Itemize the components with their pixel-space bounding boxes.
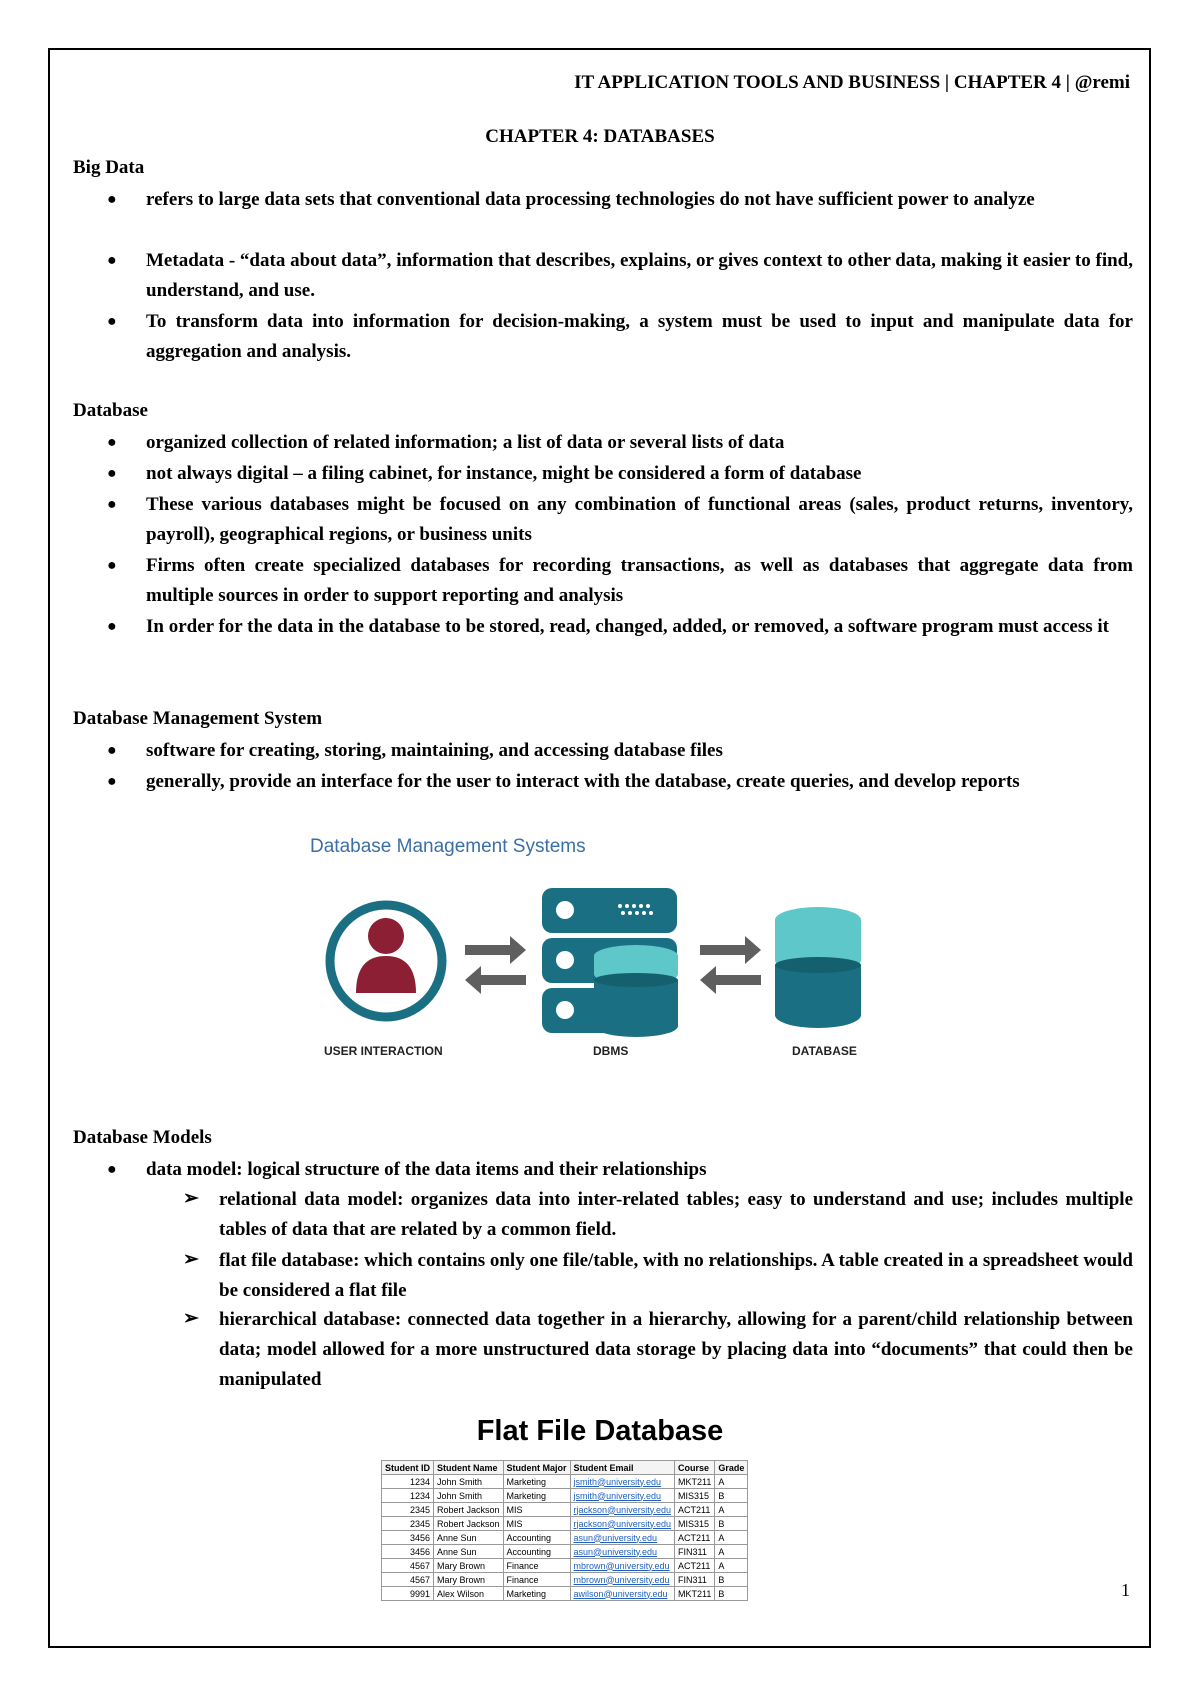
table-cell: A [715, 1531, 748, 1545]
table-cell: awilson@university.edu [570, 1587, 675, 1601]
list-item: Firms often create specialized databases for recording transactions, as well as databases that aggregate data from multiple sources in order to support reporting and analysis [146, 555, 1133, 606]
table-row [382, 1559, 748, 1573]
table-row [382, 1587, 748, 1601]
table-cell: asun@university.edu [570, 1545, 675, 1559]
server-icon [542, 888, 678, 1037]
table-cell: A [715, 1475, 748, 1489]
table-cell: B [715, 1517, 748, 1531]
table-cell: MKT211 [675, 1475, 715, 1489]
table-cell: Anne Sun [434, 1531, 504, 1545]
table-cell: mbrown@university.edu [570, 1559, 675, 1573]
table-cell: MIS315 [675, 1517, 715, 1531]
database-icon [775, 907, 861, 1028]
diagram-title: Database Management Systems [310, 836, 586, 857]
bullet-icon: ● [107, 252, 117, 269]
bullet-icon: ● [107, 773, 117, 790]
column-header: Student Name [434, 1461, 504, 1475]
user-interaction-label: USER INTERACTION [324, 1044, 443, 1058]
table-cell: ACT211 [675, 1531, 715, 1545]
list-item: not always digital – a filing cabinet, for instance, might be considered a form of database [146, 463, 862, 484]
table-cell: Robert Jackson [434, 1503, 504, 1517]
table-cell: 9991 [382, 1587, 434, 1601]
table-cell: 3456 [382, 1545, 434, 1559]
list-item: To transform data into information for decision-making, a system must be used to input and manipulate data for aggregation and analysis. [146, 311, 1133, 362]
database-label: DATABASE [792, 1044, 857, 1058]
table-cell: 1234 [382, 1475, 434, 1489]
table-cell: 1234 [382, 1489, 434, 1503]
table-row [382, 1531, 748, 1545]
list-item: refers to large data sets that conventional data processing technologies do not have sufficient power to analyze [146, 189, 1035, 210]
bullet-icon: ● [107, 618, 117, 635]
table-row [382, 1503, 748, 1517]
table-cell: B [715, 1587, 748, 1601]
table-cell: 2345 [382, 1517, 434, 1531]
dbms-label: DBMS [593, 1044, 629, 1058]
table-cell: rjackson@university.edu [570, 1503, 675, 1517]
table-cell: ACT211 [675, 1503, 715, 1517]
table-cell: jsmith@university.edu [570, 1475, 675, 1489]
dbms-heading: Database Management System [73, 708, 323, 729]
table-cell: Mary Brown [434, 1573, 504, 1587]
bullet-icon: ● [107, 496, 117, 513]
table-cell: A [715, 1559, 748, 1573]
exchange-arrows-icon [465, 936, 526, 994]
table-cell: B [715, 1573, 748, 1587]
table-cell: A [715, 1545, 748, 1559]
column-header: Student Email [570, 1461, 675, 1475]
list-item: generally, provide an interface for the user to interact with the database, create queries, and develop reports [146, 771, 1020, 792]
table-cell: FIN311 [675, 1573, 715, 1587]
bullet-icon: ● [107, 742, 117, 759]
table-cell: Accounting [503, 1531, 570, 1545]
table-row [382, 1517, 748, 1531]
table-cell: A [715, 1503, 748, 1517]
database-models-heading: Database Models [73, 1127, 212, 1148]
table-cell: Alex Wilson [434, 1587, 504, 1601]
table-row [382, 1573, 748, 1587]
table-cell: Marketing [503, 1489, 570, 1503]
column-header: Course [675, 1461, 715, 1475]
list-item: In order for the data in the database to be stored, read, changed, added, or removed, a software program must access it [146, 616, 1109, 637]
table-cell: Robert Jackson [434, 1517, 504, 1531]
page-number: 1 [1121, 1580, 1130, 1600]
arrow-bullet-icon: ➢ [183, 1249, 199, 1270]
sub-list-item: hierarchical database: connected data together in a hierarchy, allowing for a parent/child relationship between data; model allowed for a more unstructured data storage by placing data into “documents” that could then be manipulated [219, 1309, 1133, 1390]
table-cell: 4567 [382, 1559, 434, 1573]
table-cell: Finance [503, 1559, 570, 1573]
table-cell: jsmith@university.edu [570, 1489, 675, 1503]
flat-file-table [381, 1460, 748, 1601]
bullet-icon: ● [107, 557, 117, 574]
list-item: data model: logical structure of the data items and their relationships [146, 1159, 707, 1180]
bullet-icon: ● [107, 313, 117, 330]
list-item: software for creating, storing, maintaining, and accessing database files [146, 740, 723, 761]
table-cell: rjackson@university.edu [570, 1517, 675, 1531]
table-row [382, 1489, 748, 1503]
table-cell: MIS [503, 1517, 570, 1531]
table-cell: mbrown@university.edu [570, 1573, 675, 1587]
table-cell: Mary Brown [434, 1559, 504, 1573]
table-cell: 4567 [382, 1573, 434, 1587]
table-cell: 3456 [382, 1531, 434, 1545]
table-cell: Marketing [503, 1475, 570, 1489]
column-header: Student ID [382, 1461, 434, 1475]
table-cell: B [715, 1489, 748, 1503]
list-item: organized collection of related information; a list of data or several lists of data [146, 432, 785, 453]
table-row [382, 1545, 748, 1559]
bullet-icon: ● [107, 434, 117, 451]
table-cell: ACT211 [675, 1559, 715, 1573]
bullet-icon: ● [107, 191, 117, 208]
big-data-heading: Big Data [73, 157, 145, 178]
list-item: Metadata - “data about data”, information that describes, explains, or gives context to other data, making it easier to find, understand, and use. [146, 250, 1133, 301]
page-header: IT APPLICATION TOOLS AND BUSINESS | CHAPTER 4 | @remi [574, 72, 1130, 93]
arrow-bullet-icon: ➢ [183, 1308, 199, 1329]
list-item: These various databases might be focused on any combination of functional areas (sales, product returns, inventory, payroll), geographical regions, or business units [146, 494, 1133, 545]
exchange-arrows-icon [700, 936, 761, 994]
arrow-bullet-icon: ➢ [183, 1188, 199, 1209]
sub-list-item: flat file database: which contains only one file/table, with no relationships. A table created in a spreadsheet would be considered a flat file [219, 1250, 1133, 1301]
table-cell: FIN311 [675, 1545, 715, 1559]
table-cell: asun@university.edu [570, 1531, 675, 1545]
column-header: Grade [715, 1461, 748, 1475]
table-row [382, 1475, 748, 1489]
table-header-row [382, 1461, 748, 1475]
bullet-icon: ● [107, 1161, 117, 1178]
table-cell: 2345 [382, 1503, 434, 1517]
table-cell: Accounting [503, 1545, 570, 1559]
table-cell: Marketing [503, 1587, 570, 1601]
column-header: Student Major [503, 1461, 570, 1475]
table-cell: Anne Sun [434, 1545, 504, 1559]
table-cell: John Smith [434, 1475, 504, 1489]
table-cell: MIS315 [675, 1489, 715, 1503]
bullet-icon: ● [107, 465, 117, 482]
user-icon [330, 905, 442, 1017]
sub-list-item: relational data model: organizes data into inter-related tables; easy to understand and use; includes multiple tables of data that are related by a common field. [219, 1189, 1133, 1240]
chapter-title: CHAPTER 4: DATABASES [485, 126, 715, 147]
table-cell: MKT211 [675, 1587, 715, 1601]
table-cell: Finance [503, 1573, 570, 1587]
flat-file-title: Flat File Database [476, 1415, 724, 1447]
table-cell: John Smith [434, 1489, 504, 1503]
dbms-diagram [300, 828, 900, 1068]
database-heading: Database [73, 400, 148, 421]
table-cell: MIS [503, 1503, 570, 1517]
